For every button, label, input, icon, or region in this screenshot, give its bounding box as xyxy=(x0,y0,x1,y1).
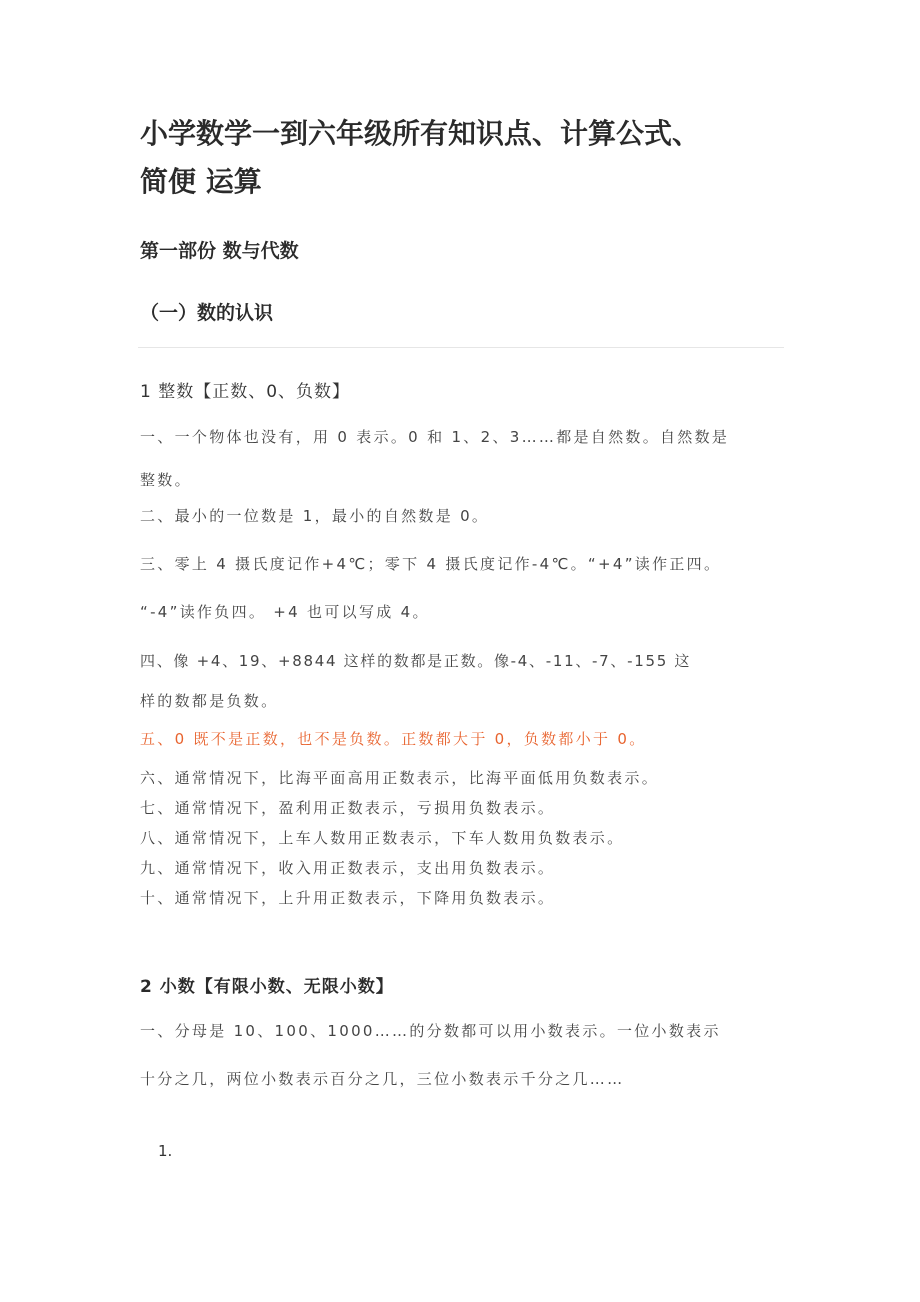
paragraph-line: 样的数都是负数。 xyxy=(140,692,279,710)
paragraph-line: 一、一个物体也没有，用 0 表示。0 和 1、2、3……都是自然数。自然数是 xyxy=(140,428,730,446)
paragraph-line: 十分之几，两位小数表示百分之几，三位小数表示千分之几…… xyxy=(140,1070,625,1088)
paragraph-line: 七、通常情况下，盈利用正数表示，亏损用负数表示。 xyxy=(140,799,556,817)
section-heading-integers: 1 整数【正数、0、负数】 xyxy=(140,382,351,402)
paragraph-line: 十、通常情况下，上升用正数表示，下降用负数表示。 xyxy=(140,889,556,907)
paragraph-line: 整数。 xyxy=(140,471,192,489)
sub-heading: （一）数的认识 xyxy=(140,302,274,324)
paragraph-line: 一、分母是 10、100、1000……的分数都可以用小数表示。一位小数表示 xyxy=(140,1022,721,1040)
document-title xyxy=(140,110,800,206)
paragraph-line: 四、像 +4、19、+8844 这样的数都是正数。像-4、-11、-7、-155 这 xyxy=(140,652,692,670)
paragraph-line: 六、通常情况下，比海平面高用正数表示，比海平面低用负数表示。 xyxy=(140,769,660,787)
paragraph-line: “-4”读作负四。 +4 也可以写成 4。 xyxy=(140,603,430,621)
divider xyxy=(138,347,784,348)
paragraph-line: 三、零上 4 摄氏度记作+4℃；零下 4 摄氏度记作-4℃。“+4”读作正四。 xyxy=(140,555,722,573)
title-line-1: 小学数学一到六年级所有知识点、计算公式、 xyxy=(140,117,701,150)
highlighted-paragraph-line: 五、0 既不是正数，也不是负数。正数都大于 0，负数都小于 0。 xyxy=(140,730,647,748)
paragraph-line: 八、通常情况下，上车人数用正数表示，下车人数用负数表示。 xyxy=(140,829,625,847)
ordered-list-marker: 1. xyxy=(158,1142,173,1160)
part-heading: 第一部份 数与代数 xyxy=(140,240,299,262)
paragraph-line: 二、最小的一位数是 1，最小的自然数是 0。 xyxy=(140,507,490,525)
paragraph-line: 九、通常情况下，收入用正数表示，支出用负数表示。 xyxy=(140,859,556,877)
title-line-2: 简便 运算 xyxy=(140,165,262,198)
section-heading-decimals: 2 小数【有限小数、无限小数】 xyxy=(140,977,394,997)
